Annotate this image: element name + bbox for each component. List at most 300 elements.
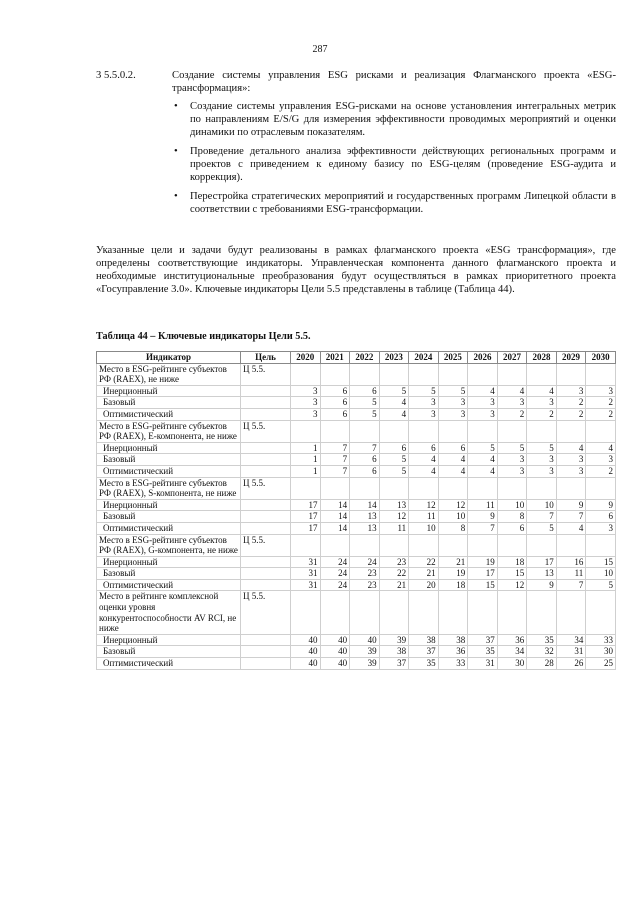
header-year: 2022 — [350, 352, 380, 364]
value-cell: 40 — [291, 658, 321, 670]
scenario-row — [97, 499, 616, 511]
value-cell — [350, 477, 380, 499]
indicator-name: Место в ESG-рейтинге субъектов РФ (RAEX), E-компонента, не ниже — [97, 420, 241, 442]
value-cell: 35 — [409, 658, 439, 670]
value-cell: 7 — [320, 442, 350, 454]
value-cell: 2 — [556, 408, 586, 420]
value-cell: 3 — [556, 465, 586, 477]
value-cell: 38 — [438, 634, 468, 646]
indicator-group-row — [97, 534, 616, 556]
value-cell: 13 — [350, 522, 380, 534]
bullet-item: • Создание системы управления ESG-рисками на основе установления интегральных метрик по направлениям E/S/G для измерения эффективности проводимых мероприятий и оценки динамики по отраслевым показателям. — [172, 100, 616, 139]
value-cell — [586, 534, 616, 556]
value-cell: 12 — [497, 579, 527, 591]
value-cell: 37 — [409, 646, 439, 658]
value-cell: 20 — [409, 579, 439, 591]
value-cell: 13 — [527, 568, 557, 580]
value-cell: 8 — [497, 511, 527, 523]
value-cell — [468, 420, 498, 442]
goal-cell: Ц 5.5. — [241, 420, 291, 442]
value-cell: 6 — [350, 385, 380, 397]
value-cell: 17 — [291, 499, 321, 511]
scenario-row — [97, 658, 616, 670]
value-cell: 24 — [350, 556, 380, 568]
value-cell — [497, 534, 527, 556]
value-cell: 12 — [379, 511, 409, 523]
value-cell — [527, 477, 557, 499]
value-cell: 2 — [586, 408, 616, 420]
value-cell — [379, 363, 409, 385]
value-cell: 4 — [409, 465, 439, 477]
value-cell: 5 — [527, 442, 557, 454]
value-cell: 40 — [291, 634, 321, 646]
bullet-list — [172, 100, 616, 216]
value-cell — [556, 591, 586, 634]
value-cell: 1 — [291, 465, 321, 477]
value-cell: 17 — [468, 568, 498, 580]
value-cell: 11 — [379, 522, 409, 534]
value-cell: 33 — [438, 658, 468, 670]
scenario-name: Базовый — [97, 397, 241, 409]
value-cell: 5 — [586, 579, 616, 591]
header-year: 2020 — [291, 352, 321, 364]
value-cell — [350, 534, 380, 556]
header-goal: Цель — [241, 352, 291, 364]
value-cell — [409, 534, 439, 556]
value-cell: 17 — [527, 556, 557, 568]
goal-cell: Ц 5.5. — [241, 363, 291, 385]
value-cell: 10 — [438, 511, 468, 523]
value-cell: 3 — [586, 522, 616, 534]
value-cell: 7 — [468, 522, 498, 534]
value-cell: 10 — [409, 522, 439, 534]
value-cell: 3 — [527, 454, 557, 466]
value-cell — [556, 420, 586, 442]
value-cell: 2 — [586, 397, 616, 409]
value-cell: 5 — [468, 442, 498, 454]
scenario-row — [97, 408, 616, 420]
value-cell — [379, 477, 409, 499]
value-cell: 21 — [379, 579, 409, 591]
value-cell: 38 — [379, 646, 409, 658]
value-cell: 36 — [438, 646, 468, 658]
value-cell — [320, 363, 350, 385]
scenario-row — [97, 454, 616, 466]
scenario-name: Оптимистический — [97, 408, 241, 420]
value-cell: 2 — [527, 408, 557, 420]
value-cell: 9 — [468, 511, 498, 523]
value-cell: 16 — [556, 556, 586, 568]
value-cell: 3 — [409, 397, 439, 409]
scenario-row — [97, 568, 616, 580]
value-cell: 3 — [291, 408, 321, 420]
scenario-name: Оптимистический — [97, 522, 241, 534]
value-cell — [291, 420, 321, 442]
scenario-name: Оптимистический — [97, 658, 241, 670]
indicator-group-row — [97, 591, 616, 634]
indicator-group-row — [97, 477, 616, 499]
value-cell: 3 — [527, 397, 557, 409]
value-cell: 31 — [291, 556, 321, 568]
value-cell: 31 — [291, 568, 321, 580]
goal-cell — [241, 454, 291, 466]
value-cell: 7 — [320, 454, 350, 466]
value-cell — [586, 477, 616, 499]
header-year: 2026 — [468, 352, 498, 364]
goal-cell: Ц 5.5. — [241, 591, 291, 634]
scenario-name: Инерционный — [97, 499, 241, 511]
value-cell: 5 — [350, 397, 380, 409]
value-cell — [379, 534, 409, 556]
indicator-group-row — [97, 363, 616, 385]
value-cell — [497, 591, 527, 634]
value-cell: 30 — [497, 658, 527, 670]
value-cell: 18 — [497, 556, 527, 568]
value-cell: 4 — [379, 408, 409, 420]
scenario-name: Оптимистический — [97, 579, 241, 591]
value-cell: 4 — [527, 385, 557, 397]
value-cell: 21 — [438, 556, 468, 568]
value-cell: 6 — [320, 397, 350, 409]
value-cell — [350, 420, 380, 442]
value-cell: 15 — [586, 556, 616, 568]
value-cell: 3 — [586, 454, 616, 466]
value-cell: 4 — [586, 442, 616, 454]
header-year: 2024 — [409, 352, 439, 364]
value-cell: 40 — [350, 634, 380, 646]
value-cell: 31 — [468, 658, 498, 670]
table-caption: Таблица 44 – Ключевые индикаторы Цели 5.5. — [96, 331, 311, 342]
scenario-name: Оптимистический — [97, 465, 241, 477]
goal-cell — [241, 646, 291, 658]
indicator-name: Место в ESG-рейтинге субъектов РФ (RAEX), не ниже — [97, 363, 241, 385]
value-cell: 6 — [350, 454, 380, 466]
value-cell: 3 — [497, 397, 527, 409]
value-cell: 11 — [468, 499, 498, 511]
value-cell — [497, 477, 527, 499]
value-cell: 40 — [320, 658, 350, 670]
scenario-name: Базовый — [97, 568, 241, 580]
goal-cell — [241, 511, 291, 523]
value-cell — [379, 591, 409, 634]
scenario-name: Инерционный — [97, 634, 241, 646]
value-cell: 14 — [320, 522, 350, 534]
goal-cell — [241, 442, 291, 454]
value-cell: 2 — [586, 465, 616, 477]
value-cell: 4 — [468, 454, 498, 466]
value-cell — [291, 591, 321, 634]
value-cell: 34 — [556, 634, 586, 646]
value-cell: 4 — [379, 397, 409, 409]
value-cell: 10 — [497, 499, 527, 511]
goal-cell — [241, 568, 291, 580]
value-cell: 5 — [409, 385, 439, 397]
header-year: 2029 — [556, 352, 586, 364]
bullet-item: • Перестройка стратегических мероприятий и государственных программ Липецкой области в соответствии с требованиями ESG-трансформации. — [172, 190, 616, 216]
value-cell: 4 — [556, 522, 586, 534]
value-cell — [438, 591, 468, 634]
value-cell: 14 — [350, 499, 380, 511]
goal-cell — [241, 385, 291, 397]
indicators-table — [96, 351, 616, 670]
value-cell: 3 — [291, 397, 321, 409]
value-cell: 11 — [556, 568, 586, 580]
value-cell: 9 — [586, 499, 616, 511]
indicator-name: Место в ESG-рейтинге субъектов РФ (RAEX), S-компонента, не ниже — [97, 477, 241, 499]
value-cell: 5 — [527, 522, 557, 534]
indicator-name: Место в ESG-рейтинге субъектов РФ (RAEX), G-компонента, не ниже — [97, 534, 241, 556]
value-cell: 4 — [497, 385, 527, 397]
scenario-name: Базовый — [97, 454, 241, 466]
value-cell: 12 — [438, 499, 468, 511]
value-cell: 7 — [556, 579, 586, 591]
value-cell: 15 — [468, 579, 498, 591]
value-cell: 14 — [320, 511, 350, 523]
value-cell — [320, 420, 350, 442]
value-cell: 17 — [291, 511, 321, 523]
value-cell: 4 — [468, 465, 498, 477]
value-cell: 5 — [379, 465, 409, 477]
value-cell — [320, 534, 350, 556]
value-cell: 19 — [438, 568, 468, 580]
value-cell: 3 — [291, 385, 321, 397]
scenario-row — [97, 465, 616, 477]
value-cell: 31 — [556, 646, 586, 658]
scenario-row — [97, 442, 616, 454]
scenario-name: Инерционный — [97, 442, 241, 454]
value-cell: 1 — [291, 454, 321, 466]
value-cell: 1 — [291, 442, 321, 454]
value-cell: 3 — [468, 397, 498, 409]
value-cell — [527, 534, 557, 556]
value-cell: 15 — [497, 568, 527, 580]
value-cell: 33 — [586, 634, 616, 646]
value-cell — [527, 363, 557, 385]
scenario-row — [97, 522, 616, 534]
goal-cell — [241, 408, 291, 420]
value-cell: 38 — [409, 634, 439, 646]
value-cell: 6 — [409, 442, 439, 454]
value-cell — [409, 591, 439, 634]
goal-cell — [241, 397, 291, 409]
value-cell — [556, 477, 586, 499]
value-cell: 39 — [350, 658, 380, 670]
page-number: 287 — [312, 44, 328, 55]
value-cell — [527, 420, 557, 442]
value-cell — [350, 591, 380, 634]
value-cell — [497, 363, 527, 385]
value-cell: 22 — [409, 556, 439, 568]
value-cell: 25 — [586, 658, 616, 670]
value-cell: 6 — [497, 522, 527, 534]
value-cell: 22 — [379, 568, 409, 580]
value-cell — [291, 477, 321, 499]
value-cell: 37 — [468, 634, 498, 646]
scenario-name: Базовый — [97, 511, 241, 523]
header-indicator: Индикатор — [97, 352, 241, 364]
goal-cell — [241, 499, 291, 511]
value-cell: 24 — [320, 568, 350, 580]
value-cell — [320, 477, 350, 499]
goal-cell — [241, 465, 291, 477]
value-cell: 5 — [497, 442, 527, 454]
value-cell: 19 — [468, 556, 498, 568]
scenario-row — [97, 646, 616, 658]
value-cell: 32 — [527, 646, 557, 658]
value-cell: 3 — [468, 408, 498, 420]
value-cell: 7 — [556, 511, 586, 523]
value-cell — [320, 591, 350, 634]
header-year: 2030 — [586, 352, 616, 364]
value-cell: 28 — [527, 658, 557, 670]
table-header-row — [97, 352, 616, 364]
value-cell: 4 — [468, 385, 498, 397]
value-cell: 4 — [438, 454, 468, 466]
scenario-name: Инерционный — [97, 385, 241, 397]
value-cell — [409, 477, 439, 499]
value-cell — [497, 420, 527, 442]
value-cell — [468, 363, 498, 385]
value-cell: 36 — [497, 634, 527, 646]
value-cell: 39 — [350, 646, 380, 658]
value-cell: 9 — [556, 499, 586, 511]
value-cell — [409, 363, 439, 385]
value-cell: 17 — [291, 522, 321, 534]
value-cell: 6 — [438, 442, 468, 454]
scenario-row — [97, 511, 616, 523]
value-cell: 13 — [379, 499, 409, 511]
value-cell: 10 — [586, 568, 616, 580]
value-cell: 3 — [527, 465, 557, 477]
scenario-row — [97, 579, 616, 591]
value-cell — [379, 420, 409, 442]
value-cell: 2 — [497, 408, 527, 420]
value-cell: 3 — [497, 465, 527, 477]
value-cell: 35 — [527, 634, 557, 646]
value-cell: 3 — [586, 385, 616, 397]
value-cell — [291, 363, 321, 385]
scenario-row — [97, 397, 616, 409]
value-cell — [556, 363, 586, 385]
value-cell — [438, 534, 468, 556]
value-cell — [350, 363, 380, 385]
value-cell: 3 — [438, 408, 468, 420]
value-cell: 24 — [320, 556, 350, 568]
value-cell: 6 — [379, 442, 409, 454]
value-cell: 7 — [350, 442, 380, 454]
goal-cell — [241, 579, 291, 591]
header-year: 2023 — [379, 352, 409, 364]
table-body — [97, 363, 616, 669]
value-cell: 13 — [350, 511, 380, 523]
header-year: 2025 — [438, 352, 468, 364]
value-cell: 3 — [556, 454, 586, 466]
value-cell: 23 — [379, 556, 409, 568]
goal-cell — [241, 634, 291, 646]
value-cell: 6 — [586, 511, 616, 523]
section-block — [96, 69, 616, 222]
scenario-name: Базовый — [97, 646, 241, 658]
value-cell — [438, 477, 468, 499]
value-cell: 6 — [350, 465, 380, 477]
value-cell: 24 — [320, 579, 350, 591]
value-cell: 12 — [409, 499, 439, 511]
value-cell — [468, 591, 498, 634]
value-cell: 18 — [438, 579, 468, 591]
value-cell: 3 — [438, 397, 468, 409]
value-cell: 35 — [468, 646, 498, 658]
scenario-row — [97, 385, 616, 397]
value-cell — [556, 534, 586, 556]
value-cell: 11 — [409, 511, 439, 523]
value-cell — [409, 420, 439, 442]
value-cell: 4 — [438, 465, 468, 477]
scenario-name: Инерционный — [97, 556, 241, 568]
value-cell: 4 — [409, 454, 439, 466]
section-number: 3 5.5.0.2. — [96, 70, 136, 81]
value-cell: 37 — [379, 658, 409, 670]
value-cell: 5 — [379, 385, 409, 397]
value-cell: 31 — [291, 579, 321, 591]
value-cell — [468, 534, 498, 556]
value-cell: 40 — [320, 634, 350, 646]
value-cell — [438, 420, 468, 442]
value-cell — [291, 534, 321, 556]
goal-cell — [241, 522, 291, 534]
value-cell: 14 — [320, 499, 350, 511]
goal-cell — [241, 556, 291, 568]
goal-cell: Ц 5.5. — [241, 534, 291, 556]
value-cell: 5 — [350, 408, 380, 420]
goal-cell — [241, 658, 291, 670]
value-cell: 10 — [527, 499, 557, 511]
value-cell: 4 — [556, 442, 586, 454]
value-cell — [468, 477, 498, 499]
value-cell: 40 — [291, 646, 321, 658]
value-cell — [586, 363, 616, 385]
value-cell: 7 — [320, 465, 350, 477]
value-cell: 9 — [527, 579, 557, 591]
value-cell: 26 — [556, 658, 586, 670]
value-cell: 5 — [438, 385, 468, 397]
value-cell: 8 — [438, 522, 468, 534]
indicator-name: Место в рейтинге комплексной оценки уровня конкурентоспособности AV RCI, не ниже — [97, 591, 241, 634]
value-cell: 3 — [497, 454, 527, 466]
value-cell — [438, 363, 468, 385]
value-cell: 6 — [320, 385, 350, 397]
value-cell: 6 — [320, 408, 350, 420]
value-cell: 23 — [350, 568, 380, 580]
header-year: 2028 — [527, 352, 557, 364]
value-cell: 39 — [379, 634, 409, 646]
indicator-group-row — [97, 420, 616, 442]
value-cell — [586, 420, 616, 442]
section-title: Создание системы управления ESG рисками и реализация Флагманского проекта «ESG-трансформация»: — [172, 70, 616, 94]
body-paragraph: Указанные цели и задачи будут реализованы в рамках флагманского проекта «ESG трансформация», где определены соответствующие индикаторы. Управленческая компонента данного флагманского проекта и необходимые институциональные преобразования будут осуществляться в рамках приоритетного проекта «Госуправление 3.0». Ключевые индикаторы Цели 5.5 представлены в таблице (Таблица 44). — [96, 245, 616, 295]
scenario-row — [97, 556, 616, 568]
value-cell: 23 — [350, 579, 380, 591]
value-cell: 30 — [586, 646, 616, 658]
header-year: 2027 — [497, 352, 527, 364]
value-cell: 3 — [409, 408, 439, 420]
scenario-row — [97, 634, 616, 646]
value-cell: 40 — [320, 646, 350, 658]
value-cell: 3 — [556, 385, 586, 397]
value-cell: 5 — [379, 454, 409, 466]
bullet-item: • Проведение детального анализа эффективности действующих региональных программ и проектов с приведением к единому базису по ESG-целям (проведение ESG-аудита и коррекция). — [172, 145, 616, 184]
value-cell: 7 — [527, 511, 557, 523]
value-cell: 2 — [556, 397, 586, 409]
